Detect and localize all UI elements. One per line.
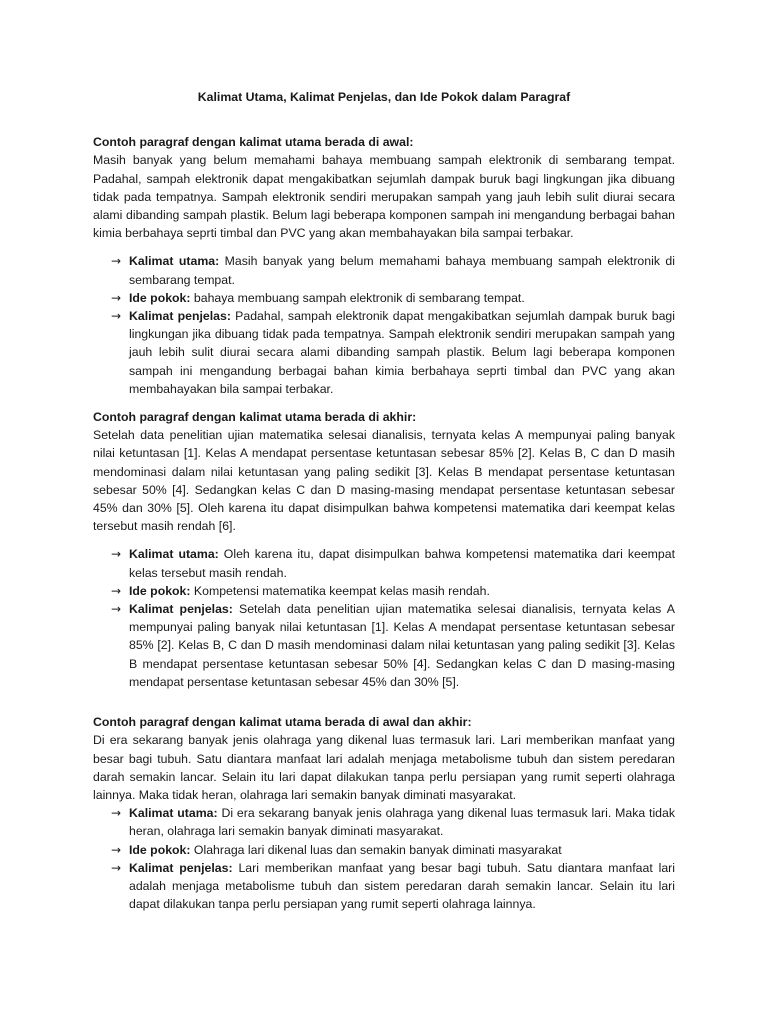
item-label: Kalimat utama: <box>129 806 218 821</box>
item-text: Masih banyak yang belum memahami bahaya membuang sampah elektronik di sembarang tempat. <box>129 254 676 287</box>
section-spacer <box>93 701 675 713</box>
item-text: Setelah data penelitian ujian matematika selesai dianalisis, ternyata kelas A mempunyai paling banyak nilai ketuntasan [1]. Kelas A mendapat persentase ketuntasan sebesar 85% [2]. Kelas B, C dan D masih mendominasi dalam nilai ketuntasan yang paling sedikit [3]. Kelas B mendapat persentase ketuntasan sebesar 50% [4]. Sedangkan kelas C dan D masing-masing mendapat persentase ketuntasan sebesar 45% dan 30% [5]. <box>129 602 675 689</box>
document-page <box>93 88 675 923</box>
item-label: Kalimat utama: <box>129 254 220 269</box>
item-label: Ide pokok: <box>129 842 191 857</box>
list-item-ide-pokok <box>111 582 675 600</box>
arrow-right-icon: → <box>111 860 122 875</box>
item-label: Ide pokok: <box>129 290 191 305</box>
analysis-list <box>93 804 675 913</box>
section-akhir <box>93 408 675 691</box>
section-awal-akhir <box>93 713 675 913</box>
item-label: Kalimat utama: <box>129 547 219 562</box>
list-item-kalimat-utama <box>111 252 676 288</box>
analysis-list <box>93 252 675 398</box>
item-text: bahaya membuang sampah elektronik di sembarang tempat. <box>190 290 525 305</box>
section-heading: Contoh paragraf dengan kalimat utama berada di awal dan akhir: <box>93 715 472 730</box>
arrow-right-icon: → <box>111 806 122 821</box>
list-item-ide-pokok <box>111 289 675 307</box>
item-text: Lari memberikan manfaat yang besar bagi tubuh. Satu diantara manfaat lari adalah menjaga metabolisme tubuh dan sistem peredaran darah semakin lancar. Selain itu lari dapat dilakukan tanpa perlu persiapan yang rumit seperti olahraga lainnya. <box>129 860 675 912</box>
item-label: Kalimat penjelas: <box>129 309 231 324</box>
item-label: Kalimat penjelas: <box>129 602 233 617</box>
list-item-ide-pokok <box>111 841 675 859</box>
arrow-right-icon: → <box>111 602 122 617</box>
item-text: Kompetensi matematika keempat kelas masih rendah. <box>190 583 490 598</box>
arrow-right-icon: → <box>111 254 122 269</box>
arrow-right-icon: → <box>111 547 122 562</box>
arrow-right-icon: → <box>111 309 122 324</box>
example-paragraph: Di era sekarang banyak jenis olahraga yang dikenal luas termasuk lari. Lari memberikan manfaat yang besar bagi tubuh. Satu diantara manfaat lari adalah menjaga metabolisme tubuh dan sistem peredaran darah semakin lancar. Selain itu lari dapat dilakukan tanpa perlu persiapan yang rumit seperti olahraga lainnya. Maka tidak heran, olahraga lari semakin banyak diminati masyarakat. <box>93 733 675 802</box>
item-text: Olahraga lari dikenal luas dan semakin banyak diminati masyarakat <box>190 842 562 857</box>
example-paragraph: Masih banyak yang belum memahami bahaya membuang sampah elektronik di sembarang tempat. Padahal, sampah elektronik dapat mengakibatkan sejumlah dampak buruk bagi lingkungan jika dibuang tidak pada tempatnya. Sampah elektronik sendiri merupakan sampah yang jauh lebih sulit diurai secara alami dibanding sampah plastik. Belum lagi beberapa komponen sampah ini mengandung berbagai bahan kimia berbahaya seprti timbal dan PVC yang akan membahayakan bila sampai terbakar. <box>93 153 675 241</box>
section-awal <box>93 133 675 398</box>
list-item-kalimat-penjelas <box>111 307 675 398</box>
analysis-list <box>93 545 675 691</box>
arrow-right-icon: → <box>111 842 122 857</box>
document-title: Kalimat Utama, Kalimat Penjelas, dan Ide Pokok dalam Paragraf <box>197 90 571 104</box>
list-item-kalimat-penjelas <box>111 859 675 914</box>
example-paragraph: Setelah data penelitian ujian matematika selesai dianalisis, ternyata kelas A mempunyai paling banyak nilai ketuntasan [1]. Kelas A mendapat persentase ketuntasan sebesar 85% [2]. Kelas B, C dan D masih mendominasi dalam nilai ketuntasan yang paling sedikit [3]. Kelas B mendapat persentase ketuntasan sebesar 50% [4]. Sedangkan kelas C dan D masing-masing mendapat persentase ketuntasan sebesar 45% dan 30% [5]. Oleh karena itu dapat disimpulkan bahwa kompetensi matematika dari keempat kelas tersebut masih rendah [6]. <box>93 428 675 534</box>
item-label: Kalimat penjelas: <box>129 860 233 875</box>
arrow-right-icon: → <box>111 290 122 305</box>
section-heading: Contoh paragraf dengan kalimat utama berada di awal: <box>93 135 414 150</box>
item-text: Di era sekarang banyak jenis olahraga yang dikenal luas termasuk lari. Maka tidak heran, olahraga lari semakin banyak diminati masyarakat. <box>129 806 676 839</box>
list-item-kalimat-utama <box>111 545 675 581</box>
item-text: Oleh karena itu, dapat disimpulkan bahwa kompetensi matematika dari keempat kelas tersebut masih rendah. <box>129 547 675 580</box>
list-item-kalimat-utama <box>111 804 676 840</box>
arrow-right-icon: → <box>111 583 122 598</box>
list-item-kalimat-penjelas <box>111 600 675 691</box>
item-text: Padahal, sampah elektronik dapat mengakibatkan sejumlah dampak buruk bagi lingkungan jika dibuang tidak pada tempatnya. Sampah elektronik sendiri merupakan sampah yang jauh lebih sulit diurai secara alami dibanding sampah plastik. Belum lagi beberapa komponen sampah ini mengandung berbagai bahan kimia berbahaya seprti timbal dan PVC yang akan membahayakan bila sampai terbakar. <box>129 309 675 396</box>
section-heading: Contoh paragraf dengan kalimat utama berada di akhir: <box>93 410 417 425</box>
item-label: Ide pokok: <box>129 583 191 598</box>
